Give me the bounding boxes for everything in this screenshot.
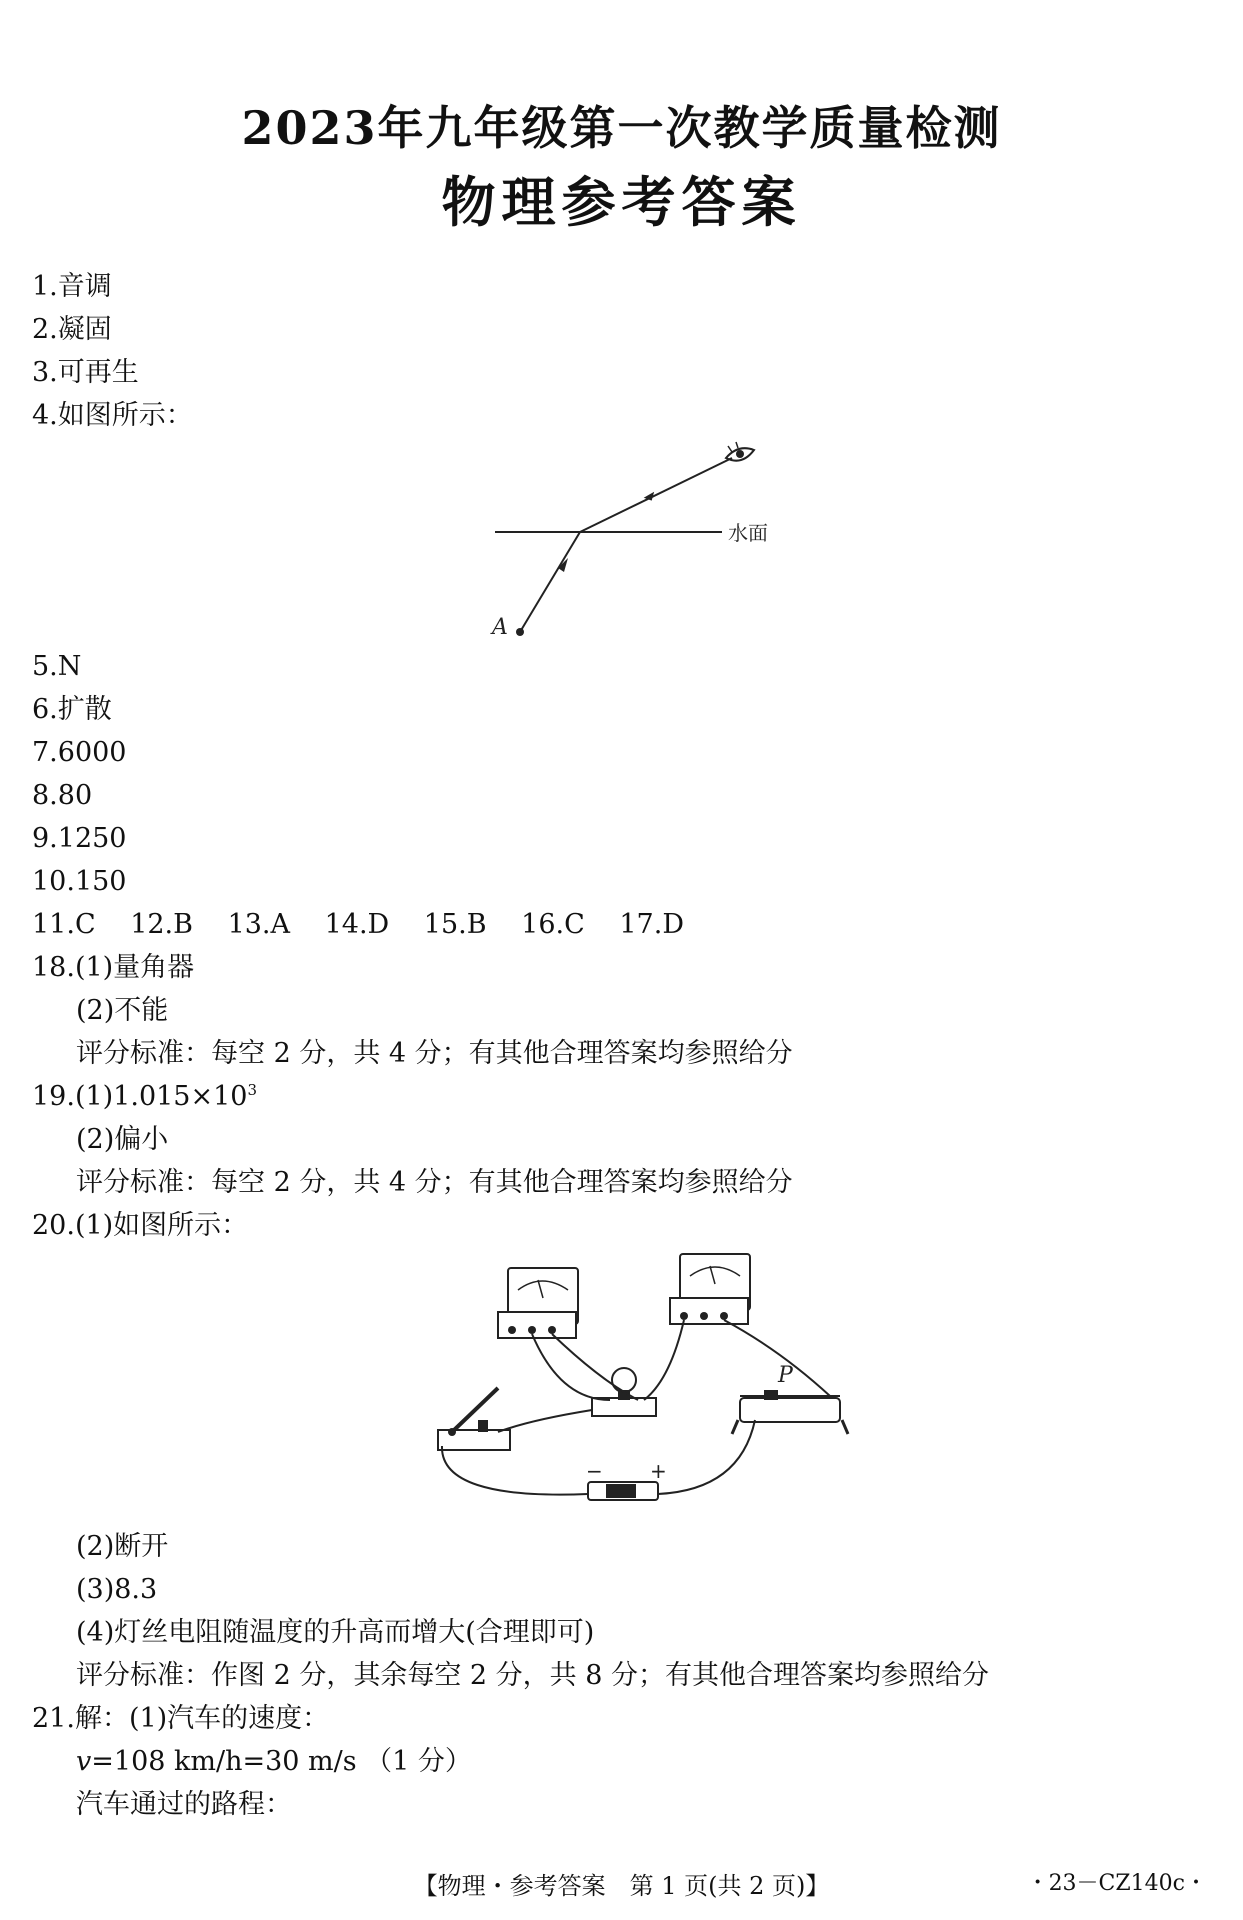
rheostat-label: P bbox=[778, 1363, 793, 1388]
answer-9: 9.1250 bbox=[32, 823, 127, 854]
voltmeter-icon bbox=[670, 1254, 750, 1324]
answer-18-1: 18.(1)量角器 bbox=[32, 952, 195, 983]
answer-3: 3.可再生 bbox=[32, 357, 139, 388]
mcq-16: 16.C bbox=[521, 909, 585, 940]
answer-2: 2.凝固 bbox=[32, 314, 112, 345]
point-a-label: A bbox=[492, 615, 508, 640]
document-code: ・23－CZ140c・ bbox=[1026, 1871, 1207, 1896]
battery-icon bbox=[586, 1459, 667, 1500]
answer-6: 6.扩散 bbox=[32, 694, 112, 725]
point-a-dot bbox=[516, 628, 524, 636]
answer-18-2: (2)不能 bbox=[76, 995, 169, 1026]
mcq-answers bbox=[32, 908, 710, 942]
mcq-13: 13.A bbox=[227, 909, 291, 940]
mcq-11: 11.C bbox=[32, 909, 96, 940]
switch-icon bbox=[438, 1388, 510, 1450]
answer-20-score: 评分标准：作图 2 分，其余每空 2 分，共 8 分；有其他合理答案均参照给分 bbox=[76, 1660, 990, 1691]
answer-20-4: (4)灯丝电阻随温度的升高而增大(合理即可) bbox=[76, 1617, 595, 1648]
answer-21-head: 21.解：(1)汽车的速度： bbox=[32, 1703, 330, 1734]
incident-ray bbox=[520, 532, 580, 632]
velocity-symbol: v bbox=[76, 1746, 92, 1777]
answer-1: 1.音调 bbox=[32, 271, 112, 302]
answer-19-2: (2)偏小 bbox=[76, 1124, 169, 1155]
battery-minus-label: − bbox=[586, 1459, 603, 1483]
refracted-ray bbox=[580, 458, 732, 532]
mcq-17: 17.D bbox=[619, 909, 684, 940]
mcq-12: 12.B bbox=[130, 909, 193, 940]
ammeter-icon bbox=[498, 1268, 578, 1338]
answer-21-path: 汽车通过的路程： bbox=[76, 1789, 292, 1820]
battery-plus-label: + bbox=[650, 1459, 667, 1483]
velocity-value: =108 km/h=30 m/s （1 分） bbox=[91, 1746, 472, 1777]
light-refraction-figure bbox=[470, 440, 810, 650]
answer-7: 7.6000 bbox=[32, 737, 127, 768]
rheostat-icon bbox=[732, 1363, 848, 1434]
answer-4: 4.如图所示： bbox=[32, 400, 193, 431]
answer-21-velocity bbox=[76, 1745, 472, 1779]
answer-18-score: 评分标准：每空 2 分，共 4 分；有其他合理答案均参照给分 bbox=[76, 1038, 793, 1069]
answer-5: 5.N bbox=[32, 651, 82, 682]
answer-20-2: (2)断开 bbox=[76, 1531, 169, 1562]
answer-19-1-base: 19.(1)1.015×10 bbox=[32, 1081, 248, 1112]
answer-19-score: 评分标准：每空 2 分，共 4 分；有其他合理答案均参照给分 bbox=[76, 1167, 793, 1198]
answer-19-1-exponent: 3 bbox=[247, 1081, 258, 1099]
answer-8: 8.80 bbox=[32, 780, 93, 811]
page-footer: 【物理・参考答案 第 1 页(共 2 页)】 bbox=[413, 1872, 830, 1900]
answer-10: 10.150 bbox=[32, 866, 127, 897]
mcq-14: 14.D bbox=[324, 909, 390, 940]
water-label: 水面 bbox=[728, 521, 768, 545]
mcq-15: 15.B bbox=[423, 909, 487, 940]
answer-19-1 bbox=[32, 1080, 257, 1114]
answer-20-1: 20.(1)如图所示： bbox=[32, 1210, 249, 1241]
circuit-figure bbox=[420, 1250, 860, 1520]
title-line2: 物理参考答案 bbox=[441, 170, 802, 234]
refracted-arrow bbox=[643, 492, 657, 503]
answer-20-3: (3)8.3 bbox=[76, 1574, 158, 1605]
title-line1: 2023年九年级第一次教学质量检测 bbox=[241, 101, 1002, 155]
